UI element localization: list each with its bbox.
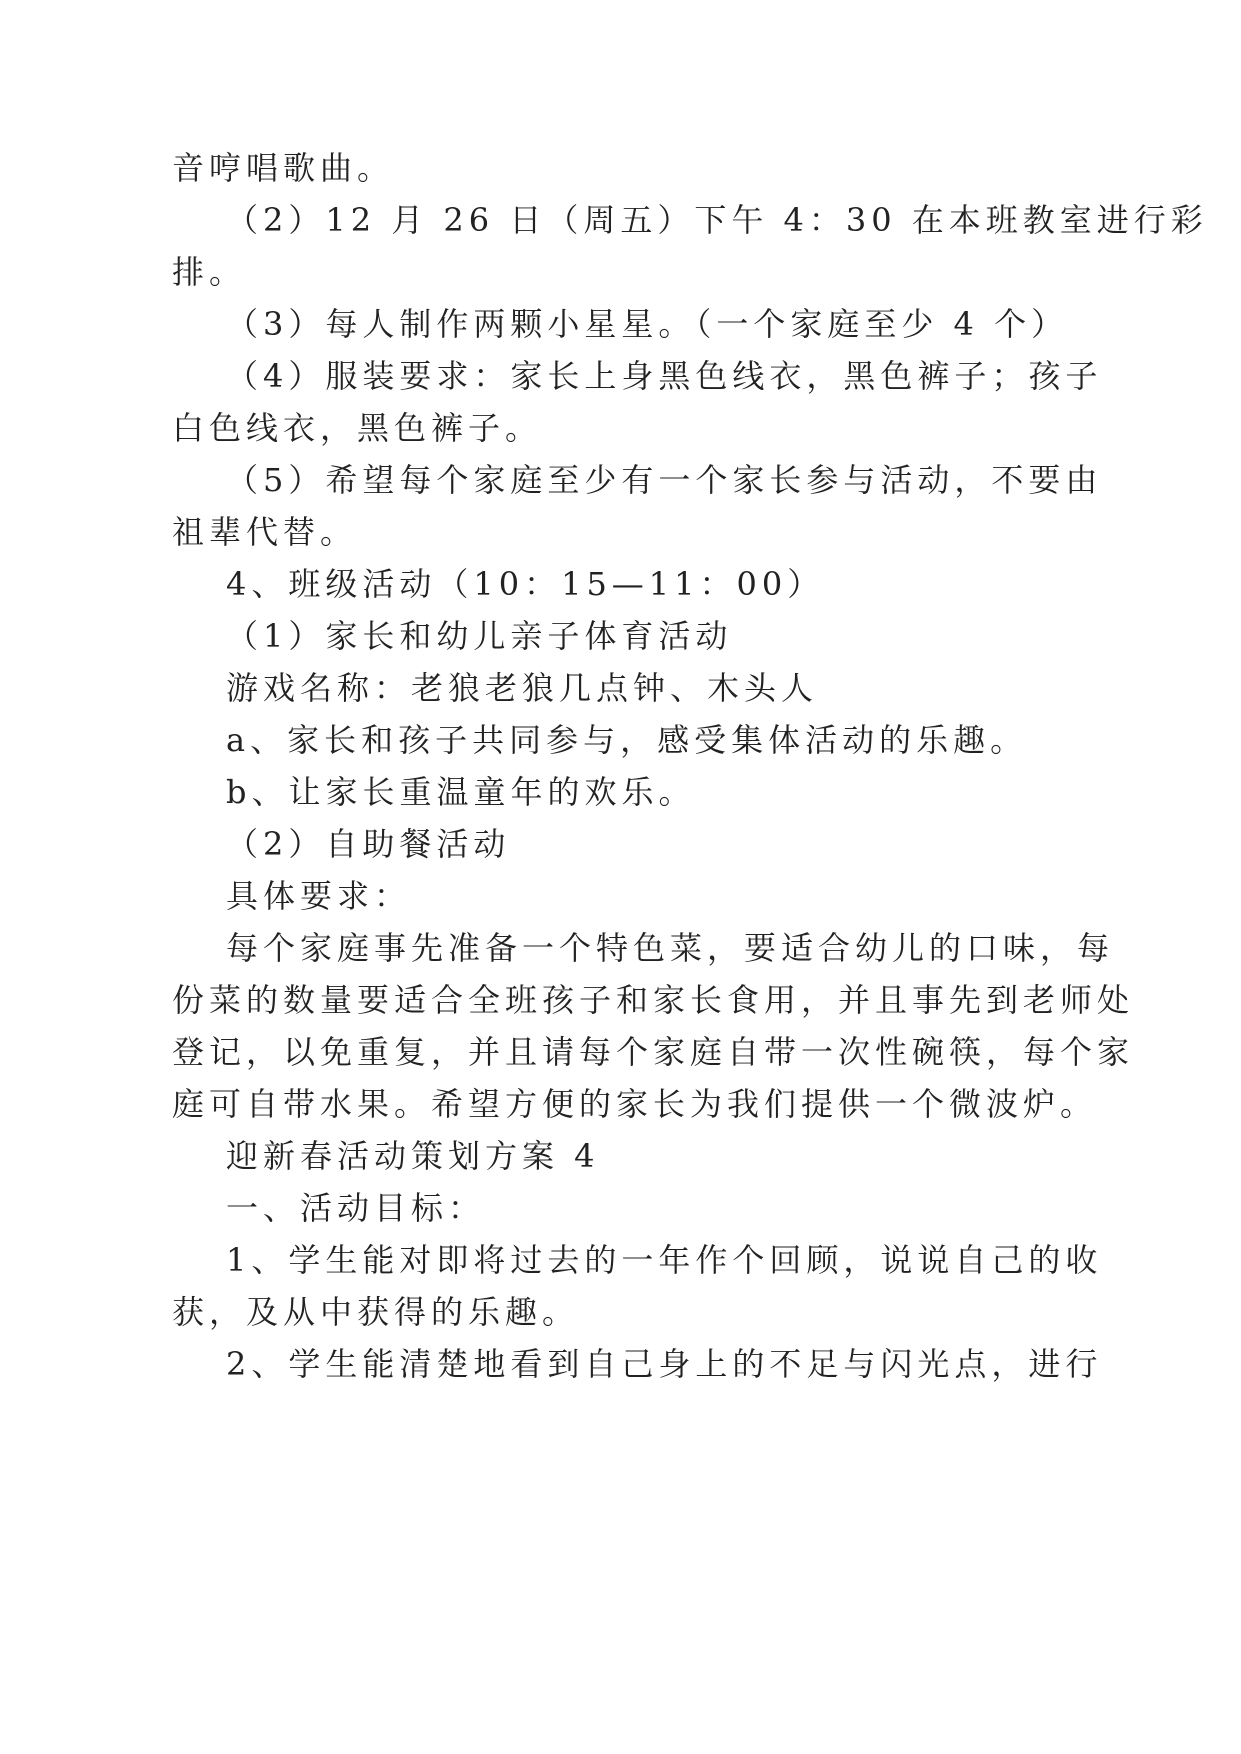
text-line: a、家长和孩子共同参与，感受集体活动的乐趣。 [226,721,1028,759]
text-line: 迎新春活动策划方案 4 [226,1137,600,1175]
text-line: 份菜的数量要适合全班孩子和家长食用，并且事先到老师处 [172,981,1135,1019]
text-line: 祖辈代替。 [172,513,358,551]
text-line: 2、学生能清楚地看到自己身上的不足与闪光点，进行 [226,1345,1103,1383]
text-line: （5）希望每个家庭至少有一个家长参与活动，不要由 [226,461,1103,499]
text-line: 每个家庭事先准备一个特色菜，要适合幼儿的口味，每 [226,929,1115,967]
text-line: （1）家长和幼儿亲子体育活动 [226,617,733,655]
text-line: 登记，以免重复，并且请每个家庭自带一次性碗筷，每个家 [172,1033,1135,1071]
text-line: b、让家长重温童年的欢乐。 [226,773,696,811]
text-line: 排。 [172,253,247,291]
text-line: （2）自助餐活动 [226,825,511,863]
text-line: 一、活动目标： [226,1189,486,1227]
text-line: （2）12 月 26 日（周五）下午 4：30 在本班教室进行彩 [226,201,1208,239]
text-line: 庭可自带水果。希望方便的家长为我们提供一个微波炉。 [172,1085,1098,1123]
text-line: 获，及从中获得的乐趣。 [172,1293,580,1331]
text-line: 白色线衣，黑色裤子。 [172,409,543,447]
text-line: 1、学生能对即将过去的一年作个回顾，说说自己的收 [226,1241,1103,1279]
text-line: 4、班级活动（10：15—11：00） [226,565,825,603]
text-line: 游戏名称：老狼老狼几点钟、木头人 [226,669,819,707]
text-line: 具体要求： [226,877,412,915]
text-line: （4）服装要求：家长上身黑色线衣，黑色裤子；孩子 [226,357,1103,395]
text-line: 音哼唱歌曲。 [172,149,395,187]
text-line: （3）每人制作两颗小星星。（一个家庭至少 4 个） [226,305,1069,343]
